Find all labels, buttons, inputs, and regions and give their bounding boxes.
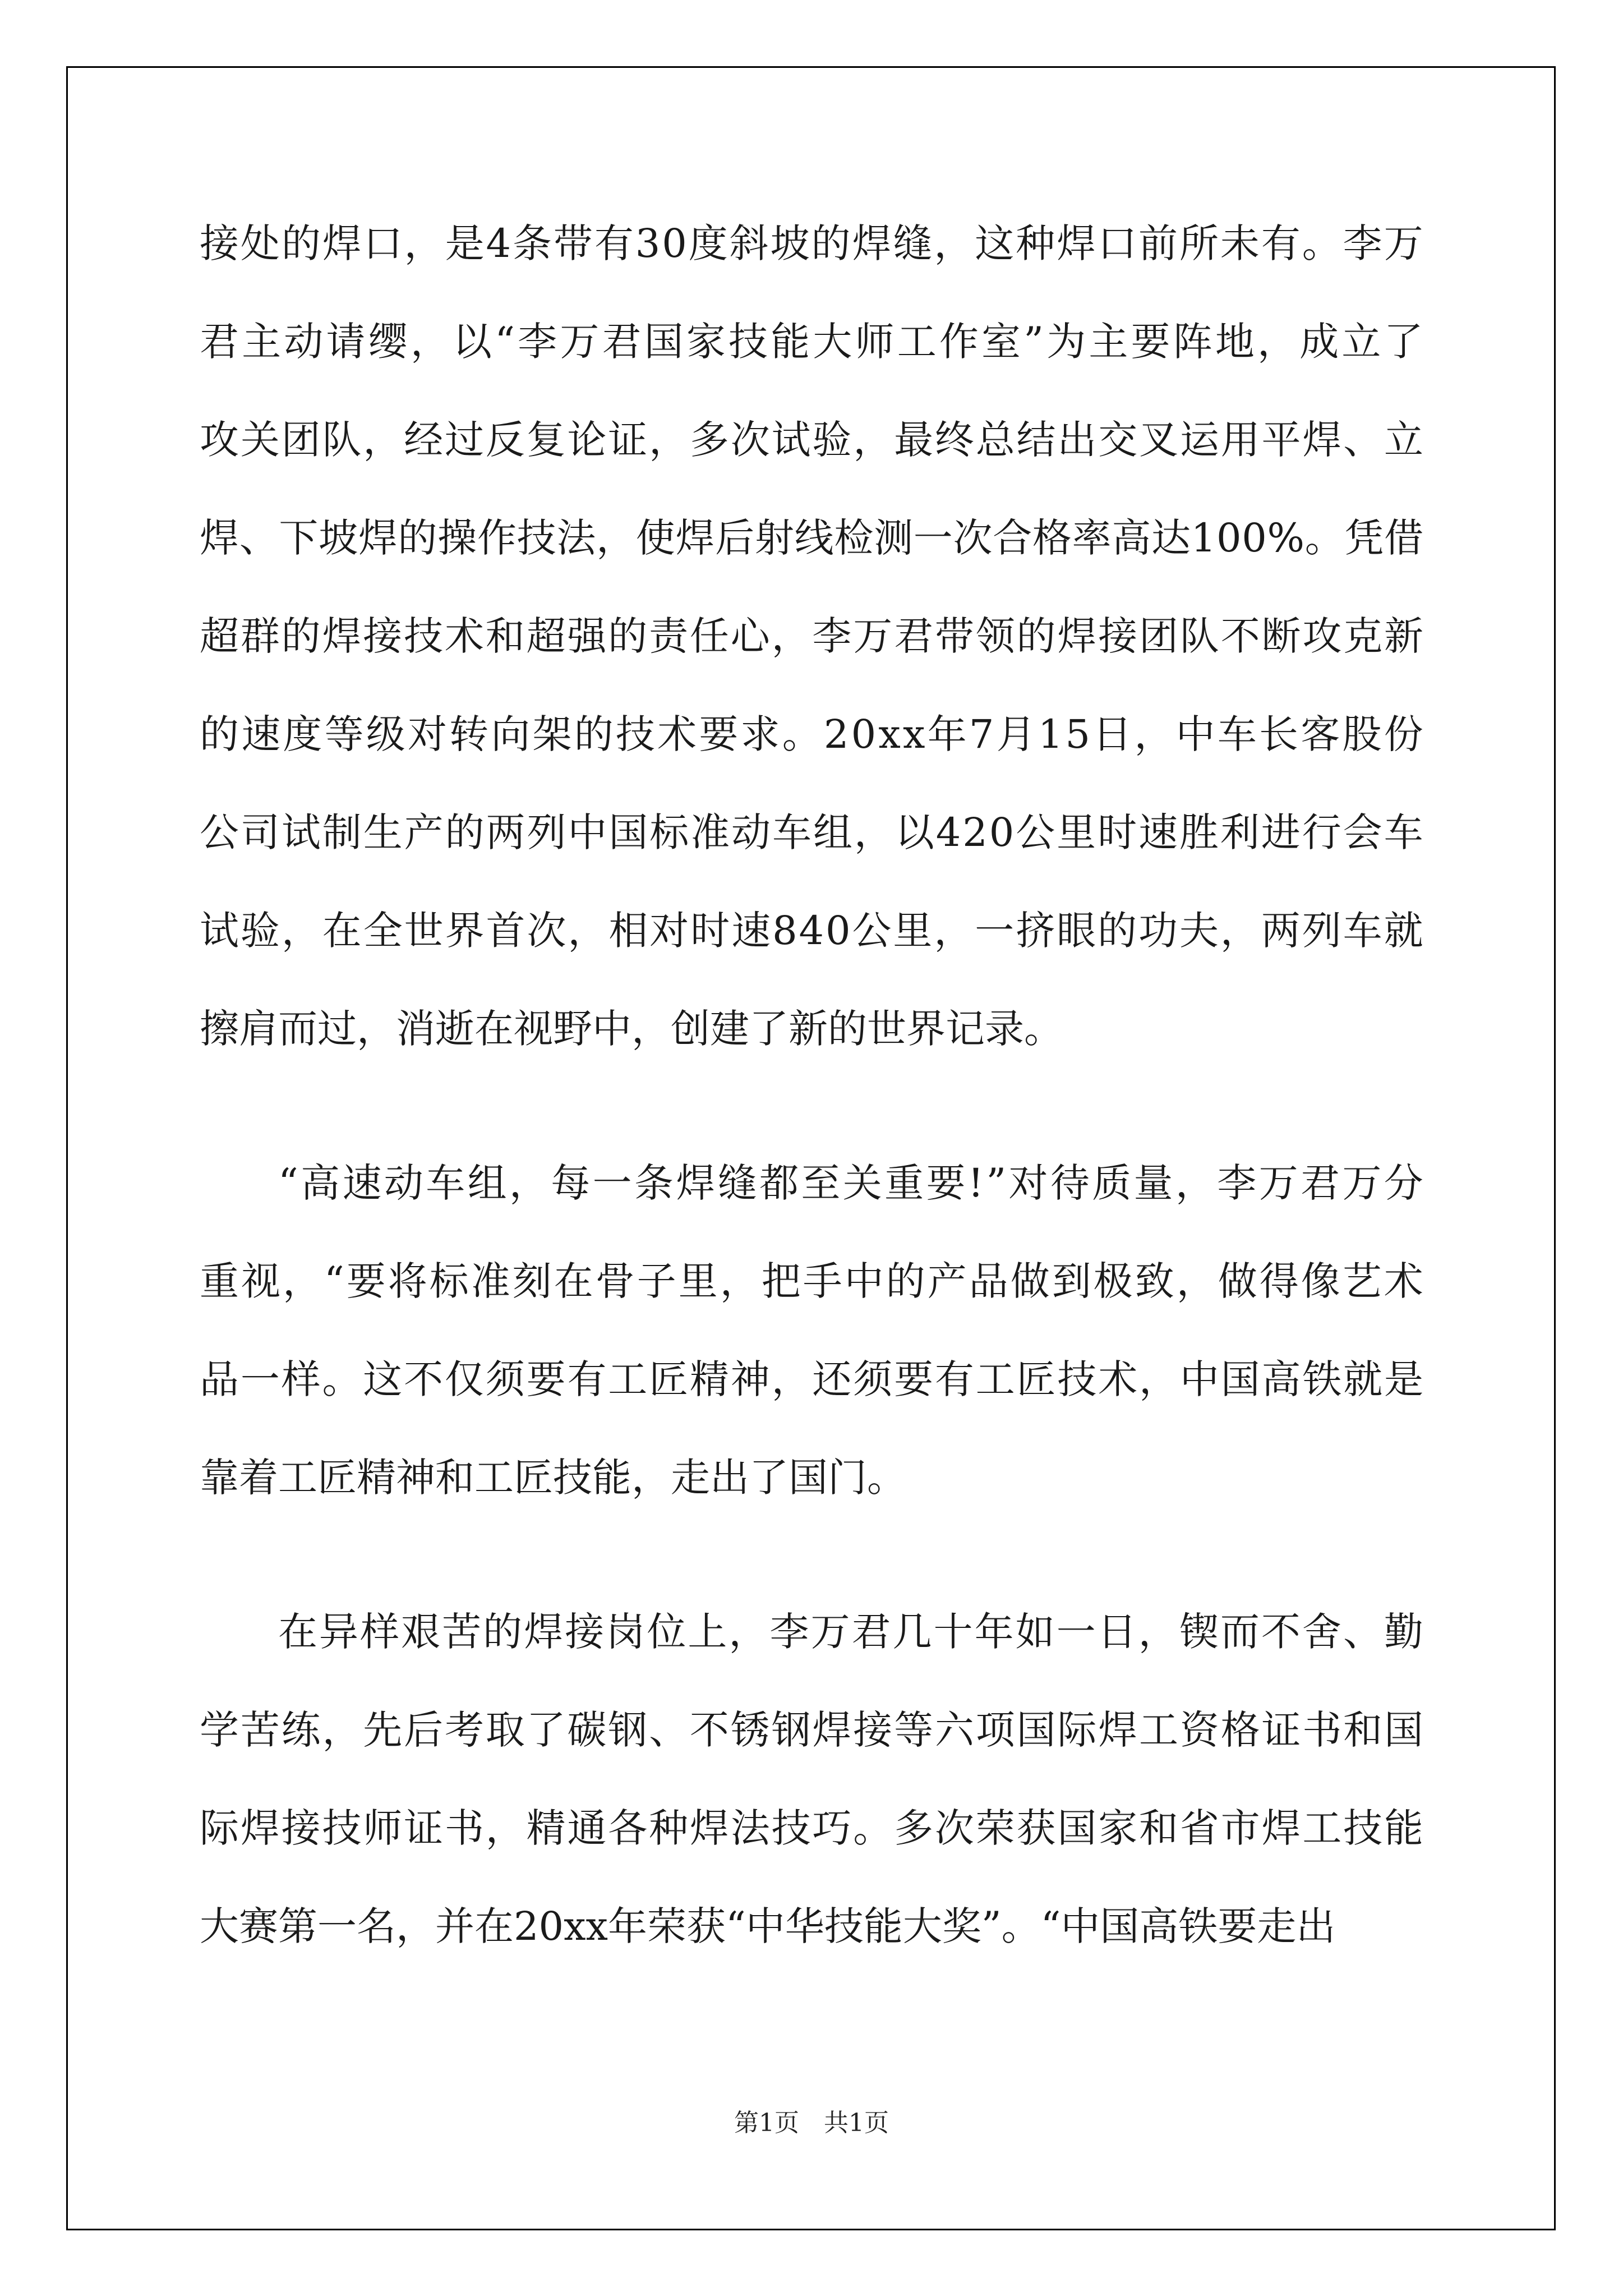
body-text-line: 擦肩而过，消逝在视野中，创建了新的世界记录。 <box>200 1006 1063 1052</box>
body-text-line: 学苦练，先后考取了碳钢、不锈钢焊接等六项国际焊工资格证书和国 <box>200 1707 1425 1753</box>
page-footer <box>0 2106 1623 2140</box>
body-text-line: 焊、下坡焊的操作技法，使焊后射线检测一次合格率高达100%。凭借 <box>200 515 1424 561</box>
page-number-label: 第1页 <box>734 2109 799 2137</box>
body-text-line: 的速度等级对转向架的技术要求。20xx年7月15日，中车长客股份 <box>200 711 1426 757</box>
body-text-line: 大赛第一名，并在20xx年荣获“中华技能大奖”。“中国高铁要走出 <box>200 1903 1336 1949</box>
body-text-line: 超群的焊接技术和超强的责任心，李万君带领的焊接团队不断攻克新 <box>200 613 1425 659</box>
body-text-line: 靠着工匠精神和工匠技能，走出了国门。 <box>200 1455 906 1501</box>
body-text-line: 公司试制生产的两列中国标准动车组，以420公里时速胜利进行会车 <box>200 809 1425 855</box>
body-text-line: 际焊接技师证书，精通各种焊法技巧。多次荣获国家和省市焊工技能 <box>200 1805 1425 1851</box>
page-total-label: 共1页 <box>824 2109 889 2137</box>
body-text-line: 试验，在全世界首次，相对时速840公里，一挤眼的功夫，两列车就 <box>200 908 1425 954</box>
paragraph-first-line: “高速动车组，每一条焊缝都至关重要!”对待质量，李万君万分 <box>278 1160 1426 1206</box>
body-text-line: 君主动请缨，以“李万君国家技能大师工作室”为主要阵地，成立了 <box>200 319 1426 365</box>
paragraph-first-line: 在异样艰苦的焊接岗位上，李万君几十年如一日，锲而不舍、勤 <box>278 1609 1426 1655</box>
body-text-line: 品一样。这不仅须要有工匠精神，还须要有工匠技术，中国高铁就是 <box>200 1356 1425 1402</box>
body-text-line: 接处的焊口，是4条带有30度斜坡的焊缝，这种焊口前所未有。李万 <box>200 220 1425 266</box>
body-text-line: 重视，“要将标准刻在骨子里，把手中的产品做到极致，做得像艺术 <box>200 1258 1426 1304</box>
body-text-line: 攻关团队，经过反复论证，多次试验，最终总结出交叉运用平焊、立 <box>200 417 1425 463</box>
